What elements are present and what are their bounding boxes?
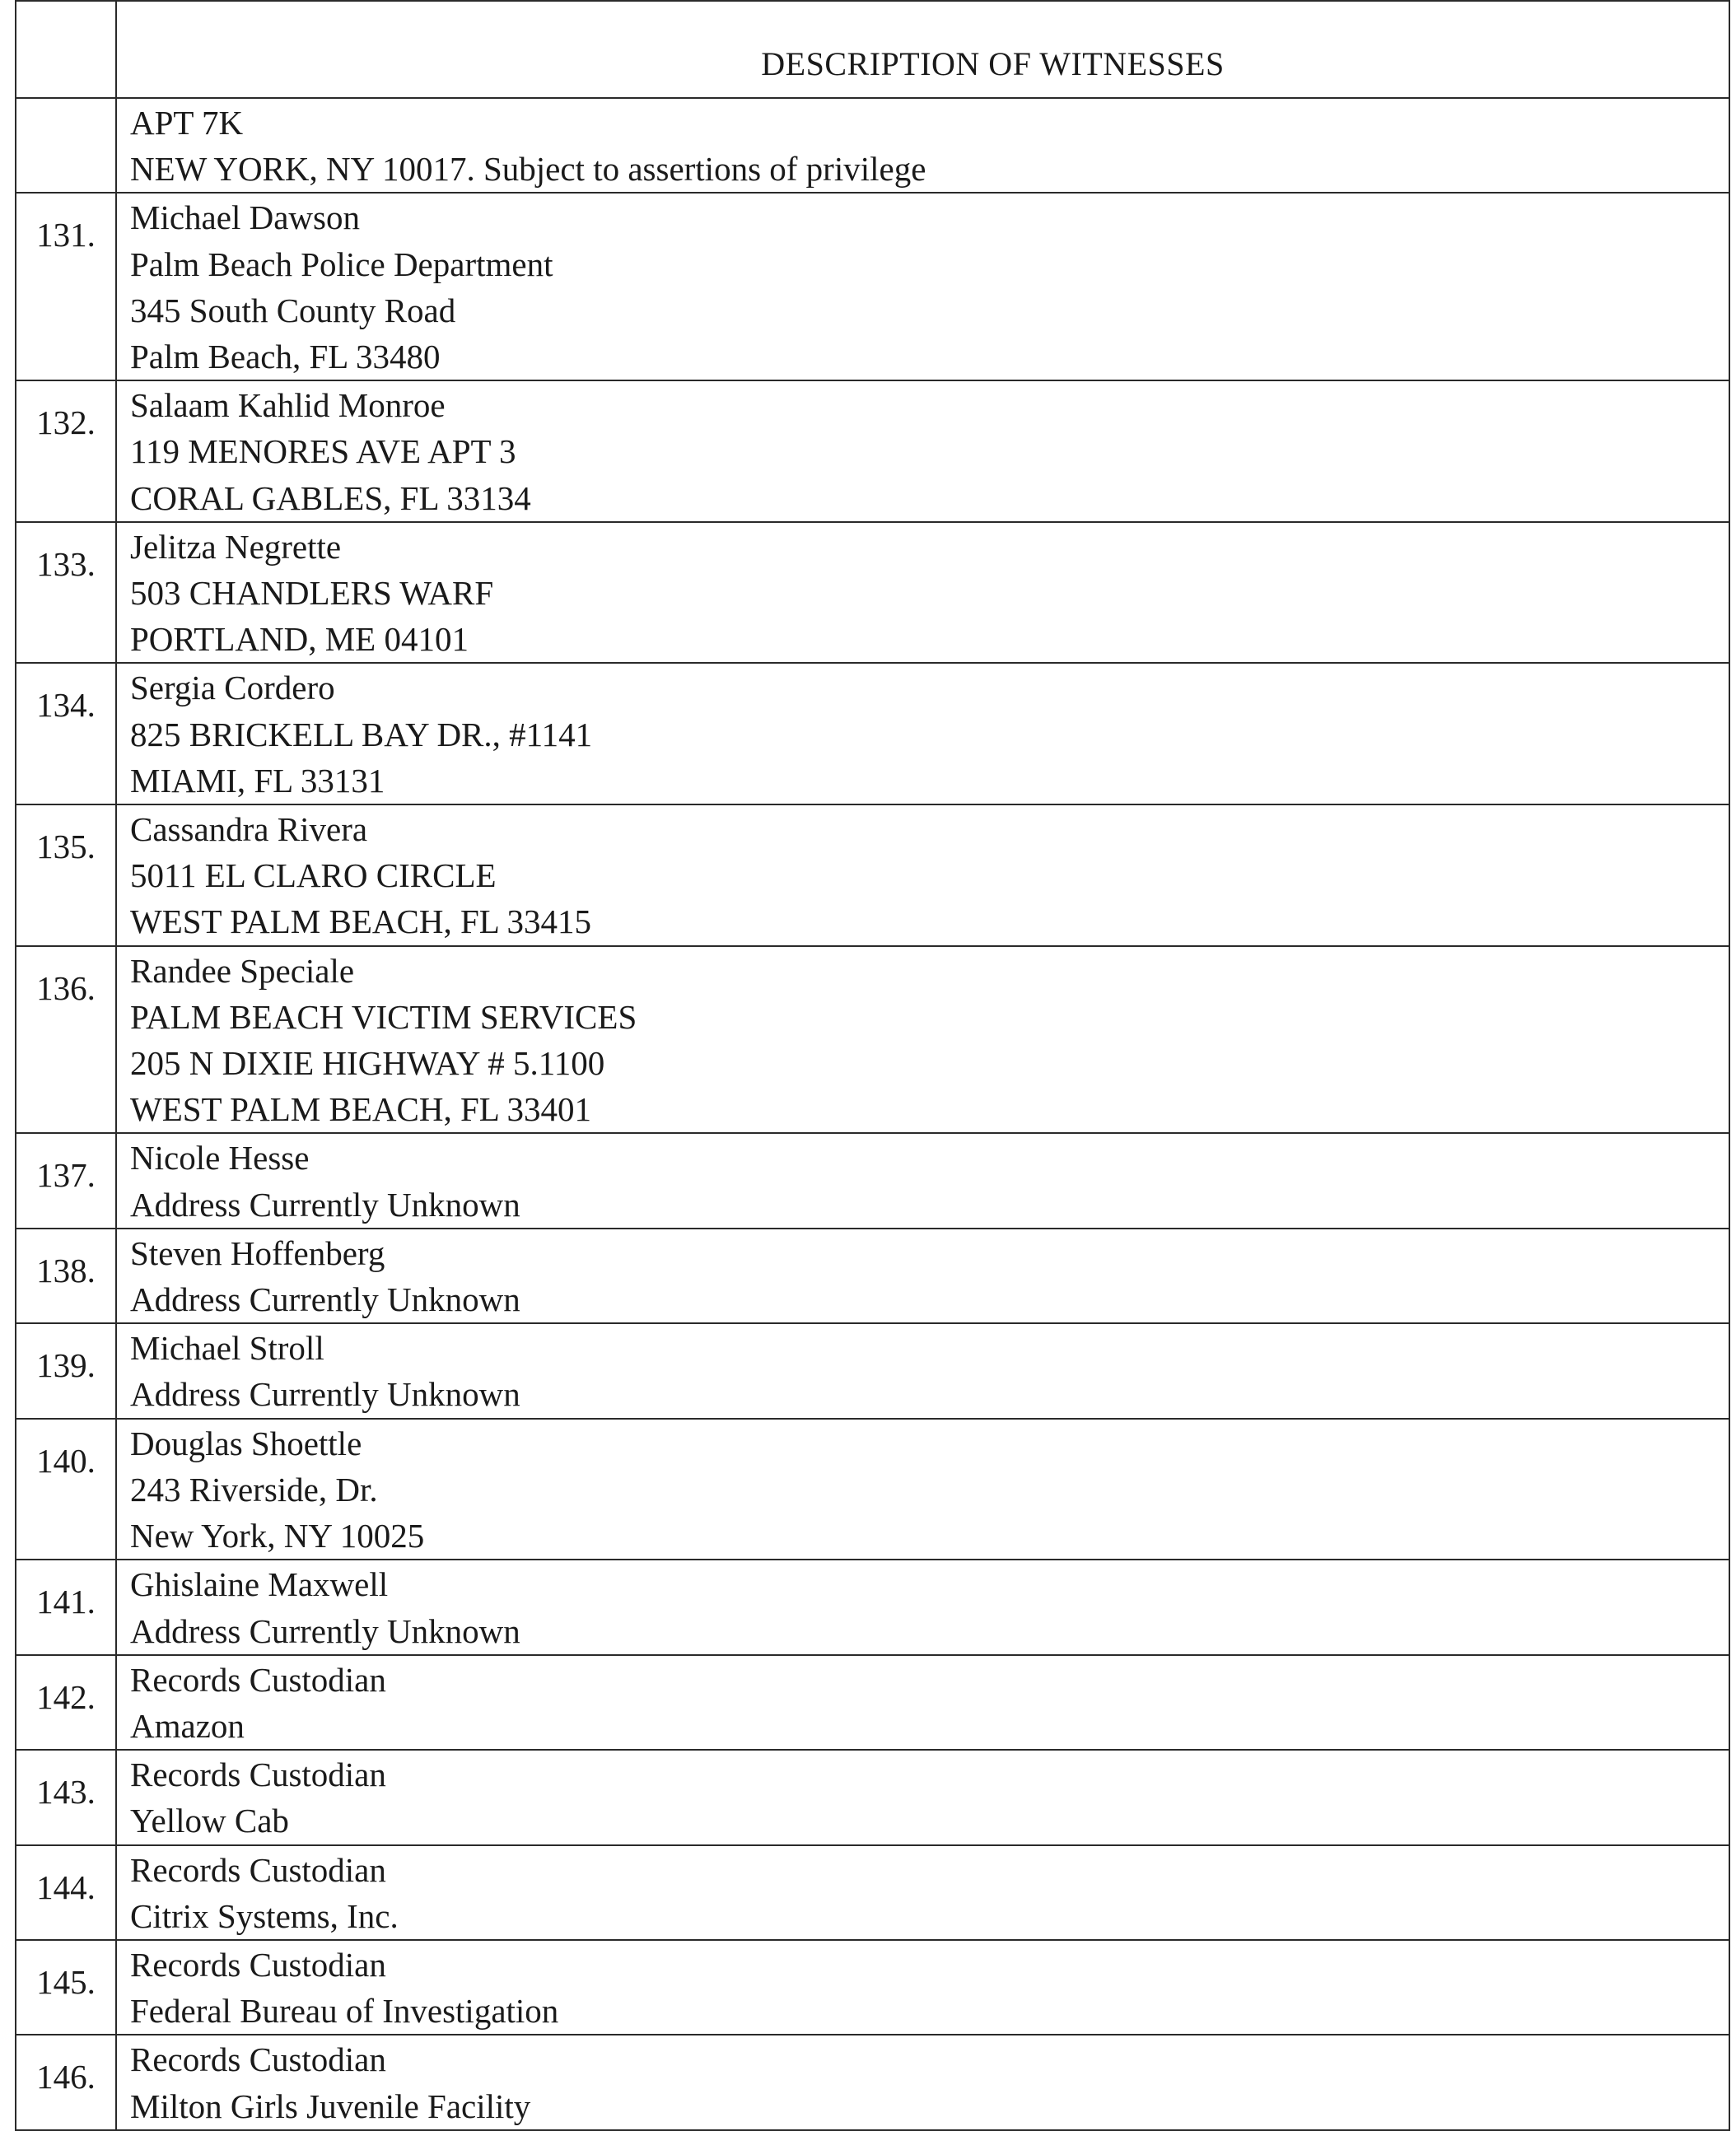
witness-number: 133. xyxy=(36,544,96,583)
witness-name: Steven Hoffenberg xyxy=(130,1233,385,1272)
continuation-row xyxy=(16,98,1729,193)
witness-address-line: WEST PALM BEACH, FL 33415 xyxy=(130,902,592,941)
header-row xyxy=(16,1,1729,98)
witness-name: Records Custodian xyxy=(130,1756,386,1794)
witness-address-line: 205 N DIXIE HIGHWAY # 5.1100 xyxy=(130,1044,605,1083)
witness-name: Jelitza Negrette xyxy=(130,527,342,566)
witness-address-line: 119 MENORES AVE APT 3 xyxy=(130,432,516,471)
witness-number-cell xyxy=(16,804,116,946)
witness-number: 137. xyxy=(36,1156,96,1195)
witness-row xyxy=(16,1323,1729,1418)
witness-name: Nicole Hesse xyxy=(130,1139,310,1177)
witness-name: Salaam Kahlid Monroe xyxy=(130,386,446,425)
witness-name: Cassandra Rivera xyxy=(130,810,368,849)
witness-number-cell xyxy=(16,1133,116,1228)
witness-name: Randee Speciale xyxy=(130,951,355,990)
witness-name: Records Custodian xyxy=(130,1850,386,1889)
witness-description-cell xyxy=(116,1940,1729,2035)
witness-address-line: Federal Bureau of Investigation xyxy=(130,1992,559,2031)
witness-row xyxy=(16,1750,1729,1844)
witness-name: Sergia Cordero xyxy=(130,669,335,707)
header-description-cell xyxy=(116,1,1729,98)
witness-address-line: Amazon xyxy=(130,1706,245,1745)
continuation-description-cell xyxy=(116,98,1729,193)
continuation-number-cell xyxy=(16,98,116,193)
witness-number: 134. xyxy=(36,686,96,725)
witness-number-cell xyxy=(16,380,116,522)
witness-name: Records Custodian xyxy=(130,1945,386,1984)
witness-number: 139. xyxy=(36,1346,96,1385)
witness-number: 135. xyxy=(36,828,96,866)
witness-address-line: Yellow Cab xyxy=(130,1802,289,1840)
witness-number: 143. xyxy=(36,1773,96,1812)
witness-number: 142. xyxy=(36,1677,96,1716)
witness-address-line: 345 South County Road xyxy=(130,291,456,329)
witness-address-line: Milton Girls Juvenile Facility xyxy=(130,2087,531,2125)
witness-number: 144. xyxy=(36,1868,96,1906)
witness-row xyxy=(16,946,1729,1134)
witness-number-cell xyxy=(16,1560,116,1654)
witness-row xyxy=(16,804,1729,946)
witness-name: Douglas Shoettle xyxy=(130,1424,362,1462)
witness-description-cell xyxy=(116,1750,1729,1844)
witness-number-cell xyxy=(16,1655,116,1750)
witness-row xyxy=(16,1560,1729,1654)
witness-number-cell xyxy=(16,663,116,804)
witness-number-cell xyxy=(16,193,116,380)
witness-address-line: 825 BRICKELL BAY DR., #1141 xyxy=(130,715,593,753)
witness-row xyxy=(16,1940,1729,2035)
witness-row xyxy=(16,2035,1729,2129)
witness-number: 146. xyxy=(36,2058,96,2096)
witness-address-line: Palm Beach Police Department xyxy=(130,245,553,283)
witness-number-cell xyxy=(16,1845,116,1940)
witness-number: 131. xyxy=(36,216,96,254)
witness-address-line: Palm Beach, FL 33480 xyxy=(130,338,441,376)
witness-name: Records Custodian xyxy=(130,1660,386,1699)
witness-description-cell xyxy=(116,522,1729,664)
witness-name: Records Custodian xyxy=(130,2040,386,2079)
witness-description-cell xyxy=(116,663,1729,804)
witness-number: 132. xyxy=(36,403,96,442)
witness-number: 138. xyxy=(36,1251,96,1289)
witness-number-cell xyxy=(16,946,116,1134)
witness-number-cell xyxy=(16,1229,116,1323)
witness-number-cell xyxy=(16,1940,116,2035)
witness-row xyxy=(16,663,1729,804)
witness-address-line: PALM BEACH VICTIM SERVICES xyxy=(130,997,637,1036)
witness-number-cell xyxy=(16,2035,116,2129)
witness-number-cell xyxy=(16,1750,116,1844)
witness-address-line: CORAL GABLES, FL 33134 xyxy=(130,478,531,517)
witness-row xyxy=(16,380,1729,522)
table-header-title: DESCRIPTION OF WITNESSES xyxy=(761,45,1225,82)
witness-description-cell xyxy=(116,1419,1729,1560)
witness-address-line: 503 CHANDLERS WARF xyxy=(130,574,494,613)
witness-description-cell xyxy=(116,1845,1729,1940)
continuation-line: NEW YORK, NY 10017. Subject to assertions of privilege xyxy=(130,150,926,189)
witness-description-cell xyxy=(116,2035,1729,2129)
witness-table xyxy=(15,0,1730,2131)
witness-address-line: WEST PALM BEACH, FL 33401 xyxy=(130,1090,592,1129)
witness-number: 141. xyxy=(36,1583,96,1621)
document-page xyxy=(15,0,1732,2125)
continuation-line: APT 7K xyxy=(130,104,244,142)
witness-row xyxy=(16,522,1729,664)
witness-address-line: 243 Riverside, Dr. xyxy=(130,1470,378,1508)
witness-number-cell xyxy=(16,522,116,664)
witness-row xyxy=(16,1133,1729,1228)
witness-address-line: Citrix Systems, Inc. xyxy=(130,1896,399,1935)
witness-row xyxy=(16,1229,1729,1323)
witness-name: Michael Stroll xyxy=(130,1329,324,1368)
witness-description-cell xyxy=(116,946,1729,1134)
witness-number-cell xyxy=(16,1323,116,1418)
witness-address-line: Address Currently Unknown xyxy=(130,1611,520,1650)
witness-description-cell xyxy=(116,1133,1729,1228)
witness-address-line: New York, NY 10025 xyxy=(130,1517,425,1555)
witness-description-cell xyxy=(116,804,1729,946)
witness-number: 136. xyxy=(36,968,96,1007)
witness-row xyxy=(16,1845,1729,1940)
witness-name: Ghislaine Maxwell xyxy=(130,1565,389,1604)
witness-row xyxy=(16,193,1729,380)
witness-number: 145. xyxy=(36,1962,96,2001)
header-number-cell xyxy=(16,1,116,98)
witness-description-cell xyxy=(116,193,1729,380)
witness-description-cell xyxy=(116,380,1729,522)
witness-row xyxy=(16,1419,1729,1560)
witness-address-line: 5011 EL CLARO CIRCLE xyxy=(130,856,497,895)
witness-address-line: MIAMI, FL 33131 xyxy=(130,761,385,800)
witness-description-cell xyxy=(116,1560,1729,1654)
witness-address-line: Address Currently Unknown xyxy=(130,1280,520,1319)
witness-description-cell xyxy=(116,1229,1729,1323)
witness-number: 140. xyxy=(36,1441,96,1480)
witness-row xyxy=(16,1655,1729,1750)
witness-description-cell xyxy=(116,1655,1729,1750)
witness-description-cell xyxy=(116,1323,1729,1418)
witness-address-line: PORTLAND, ME 04101 xyxy=(130,620,469,659)
witness-address-line: Address Currently Unknown xyxy=(130,1185,520,1224)
witness-address-line: Address Currently Unknown xyxy=(130,1375,520,1414)
witness-number-cell xyxy=(16,1419,116,1560)
witness-name: Michael Dawson xyxy=(130,198,360,237)
